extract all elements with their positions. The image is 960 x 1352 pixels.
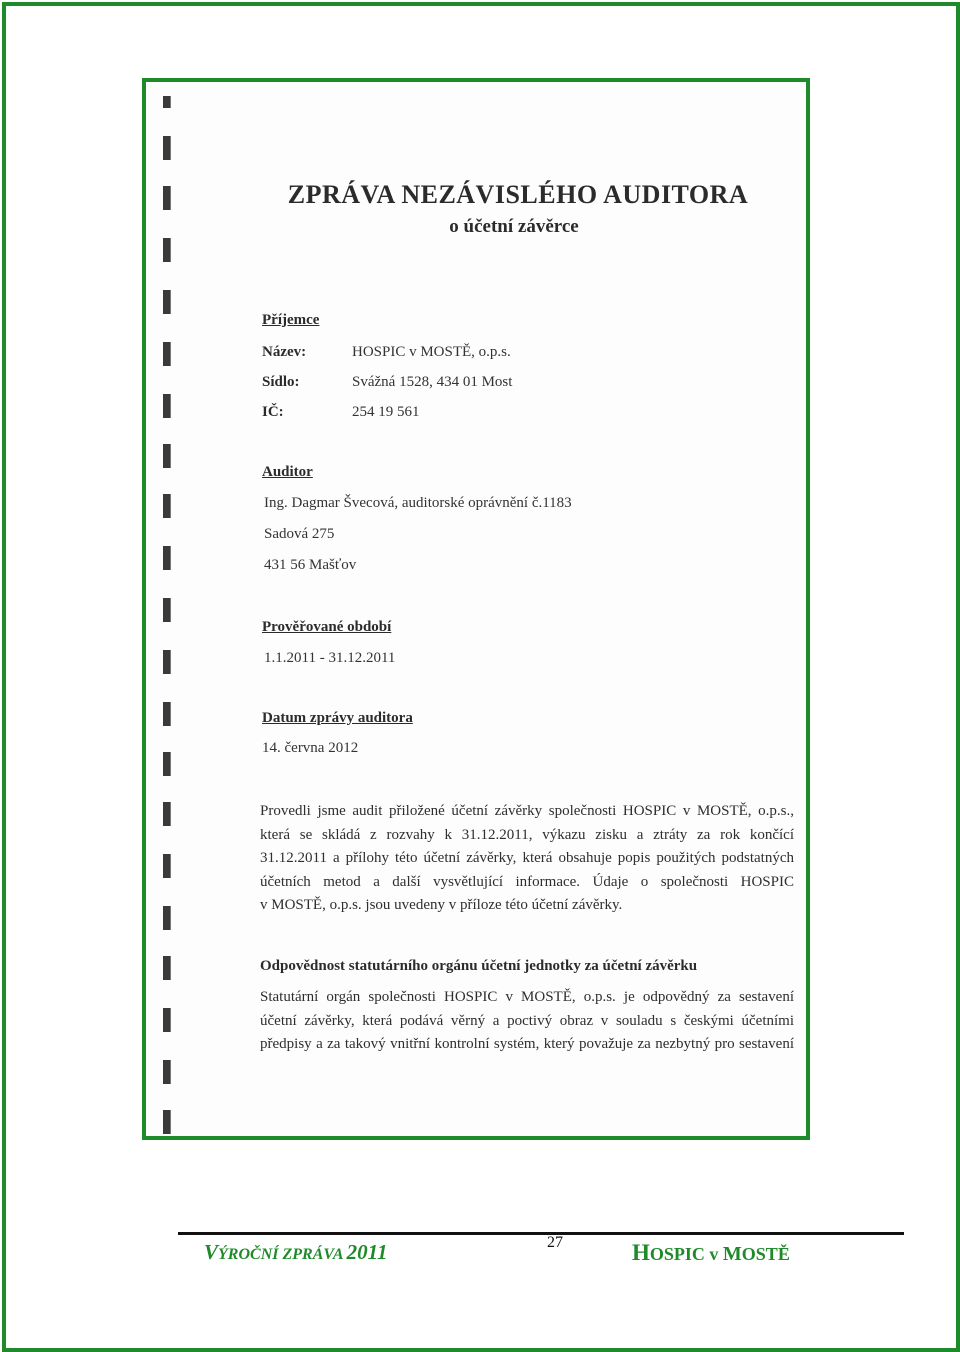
binding-tab (163, 956, 170, 980)
binding-tab (163, 342, 170, 366)
paragraph-line: Provedli jsme audit přiložené účetní závěrky společnosti HOSPIC v MOSTĚ, o.p.s., (260, 803, 794, 819)
auditor-name: Ing. Dagmar Švecová, auditorské oprávnění č.1183 (264, 495, 572, 511)
audit-paragraph (260, 800, 794, 918)
period-value: 1.1.2011 - 31.12.2011 (264, 650, 396, 666)
footer-organization (632, 1240, 790, 1266)
recipient-heading: Příjemce (262, 312, 320, 328)
binding-tab (163, 854, 170, 878)
responsibility-paragraph (260, 986, 794, 1057)
footer-right-mid: v (704, 1244, 723, 1264)
paragraph-line: účetní závěrky, která podává věrný a poctivý obraz v souladu s českými účetními (260, 1012, 794, 1029)
paragraph-line: 31.12.2011 a přílohy této účetní závěrky, která obsahuje popis použitých podstatných (260, 850, 794, 866)
binding-tab (163, 1110, 170, 1134)
binding-tab (163, 494, 170, 518)
seat-label: Sídlo: (262, 374, 300, 390)
binding-tab (163, 1060, 170, 1084)
paragraph-line: která se skládá z rozvahy k 31.12.2011, výkazu zisku a ztráty za rok končící (260, 826, 794, 843)
period-heading: Prověřované období (262, 619, 392, 635)
binding-tab (163, 136, 170, 160)
paragraph-line: Statutární orgán společnosti HOSPIC v MOSTĚ, o.p.s. je odpovědný za sestavení (260, 989, 794, 1005)
binding-tab (163, 702, 170, 726)
auditor-heading: Auditor (262, 464, 313, 480)
footer-right-initial: H (632, 1240, 650, 1265)
ic-value: 254 19 561 (352, 404, 420, 420)
binding-tab (163, 598, 170, 622)
paragraph-line: předpisy a za takový vnitřní kontrolní systém, který považuje za nezbytný pro sestavení (260, 1036, 794, 1052)
report-subtitle: o účetní závěrce (449, 216, 579, 237)
report-date-value: 14. června 2012 (262, 740, 359, 756)
report-date-heading: Datum zprávy auditora (262, 710, 413, 726)
binding-tab (163, 394, 170, 418)
binding-tab (163, 96, 170, 108)
footer-left-initial: V (204, 1240, 219, 1264)
binding-tab (163, 1008, 170, 1032)
responsibility-heading: Odpovědnost statutárního orgánu účetní jednotky za účetní závěrku (260, 958, 698, 974)
report-title: ZPRÁVA NEZÁVISLÉHO AUDITORA (287, 180, 749, 209)
binding-tab (163, 802, 170, 826)
binding-tab (163, 290, 170, 314)
seat-value: Svážná 1528, 434 01 Most (352, 374, 513, 390)
binding-tab (163, 238, 170, 262)
binding-tab (163, 546, 170, 570)
binding-tab (163, 444, 170, 468)
footer-left-text: ÝROČNÍ ZPRÁVA (218, 1246, 347, 1263)
paragraph-line: v MOSTĚ, o.p.s. jsou uvedeny v příloze této účetní závěrky. (260, 897, 623, 913)
page-number: 27 (547, 1234, 563, 1251)
binding-tab (163, 650, 170, 674)
paragraph-line: účetních metod a další vysvětlující informace. Údaje o společnosti HOSPIC (260, 873, 794, 890)
footer-right-initial2: M (722, 1243, 742, 1265)
spiral-binding (160, 82, 174, 1136)
ic-label: IČ: (262, 404, 284, 420)
footer-right-text: OSPIC (649, 1244, 705, 1264)
name-value: HOSPIC v MOSTĚ, o.p.s. (352, 344, 511, 360)
binding-tab (163, 906, 170, 930)
footer-year: 2011 (346, 1240, 388, 1264)
footer-right-text2: OSTĚ (741, 1244, 790, 1264)
name-label: Název: (262, 344, 307, 360)
auditor-street: Sadová 275 (264, 526, 335, 542)
binding-tab (163, 752, 170, 776)
auditor-city: 431 56 Mašťov (264, 557, 357, 573)
footer-annual-report (204, 1240, 387, 1265)
scanned-document (142, 78, 810, 1140)
footer-rule (178, 1232, 904, 1235)
